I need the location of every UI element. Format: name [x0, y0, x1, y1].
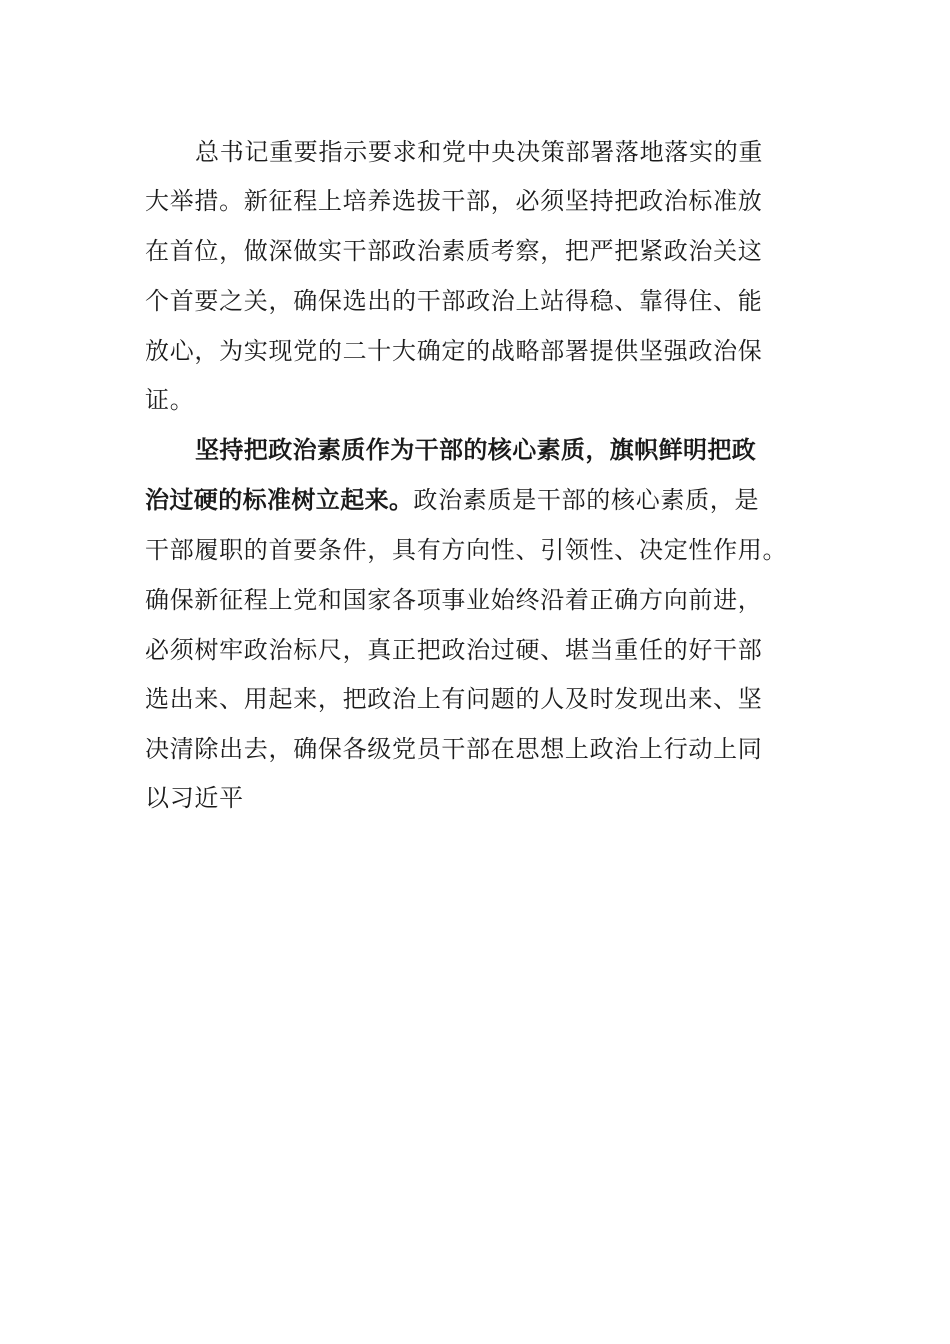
paragraph-1-line-4: 个首要之关，确保选出的干部政治上站得稳、靠得住、能 [145, 287, 763, 315]
paragraph-1-line-3: 在首位，做深做实干部政治素质考察，把严把紧政治关这 [145, 237, 763, 265]
paragraph-1-line-5: 放心，为实现党的二十大确定的战略部署提供坚强政治保 [145, 337, 763, 365]
paragraph-1-line-2: 大举措。新征程上培养选拔干部，必须坚持把政治标准放 [145, 187, 763, 215]
paragraph-2-line-4: 确保新征程上党和国家各项事业始终沿着正确方向前进， [145, 586, 763, 614]
paragraph-2-line-6: 选出来、用起来，把政治上有问题的人及时发现出来、坚 [145, 685, 763, 713]
paragraph-2-line-2 [145, 480, 759, 520]
paragraph-1-line-6: 证。 [145, 386, 195, 414]
paragraph-2-line-3: 干部履职的首要条件，具有方向性、引领性、决定性作用。 [145, 536, 788, 564]
paragraph-2-heading-line-2: 治过硬的标准树立起来。 [145, 486, 414, 514]
paragraph-2-line-8: 以习近平 [145, 784, 244, 812]
paragraph-2-heading-line-1: 坚持把政治素质作为干部的核心素质，旗帜鲜明把政 [195, 436, 757, 464]
paragraph-2-line-7: 决清除出去，确保各级党员干部在思想上政治上行动上同 [145, 735, 763, 763]
paragraph-1-line-1: 总书记重要指示要求和党中央决策部署落地落实的重 [195, 138, 764, 166]
paragraph-2-line-2-text: 政治素质是干部的核心素质，是 [413, 486, 760, 514]
paragraph-2-line-5: 必须树牢政治标尺，真正把政治过硬、堪当重任的好干部 [145, 636, 763, 664]
